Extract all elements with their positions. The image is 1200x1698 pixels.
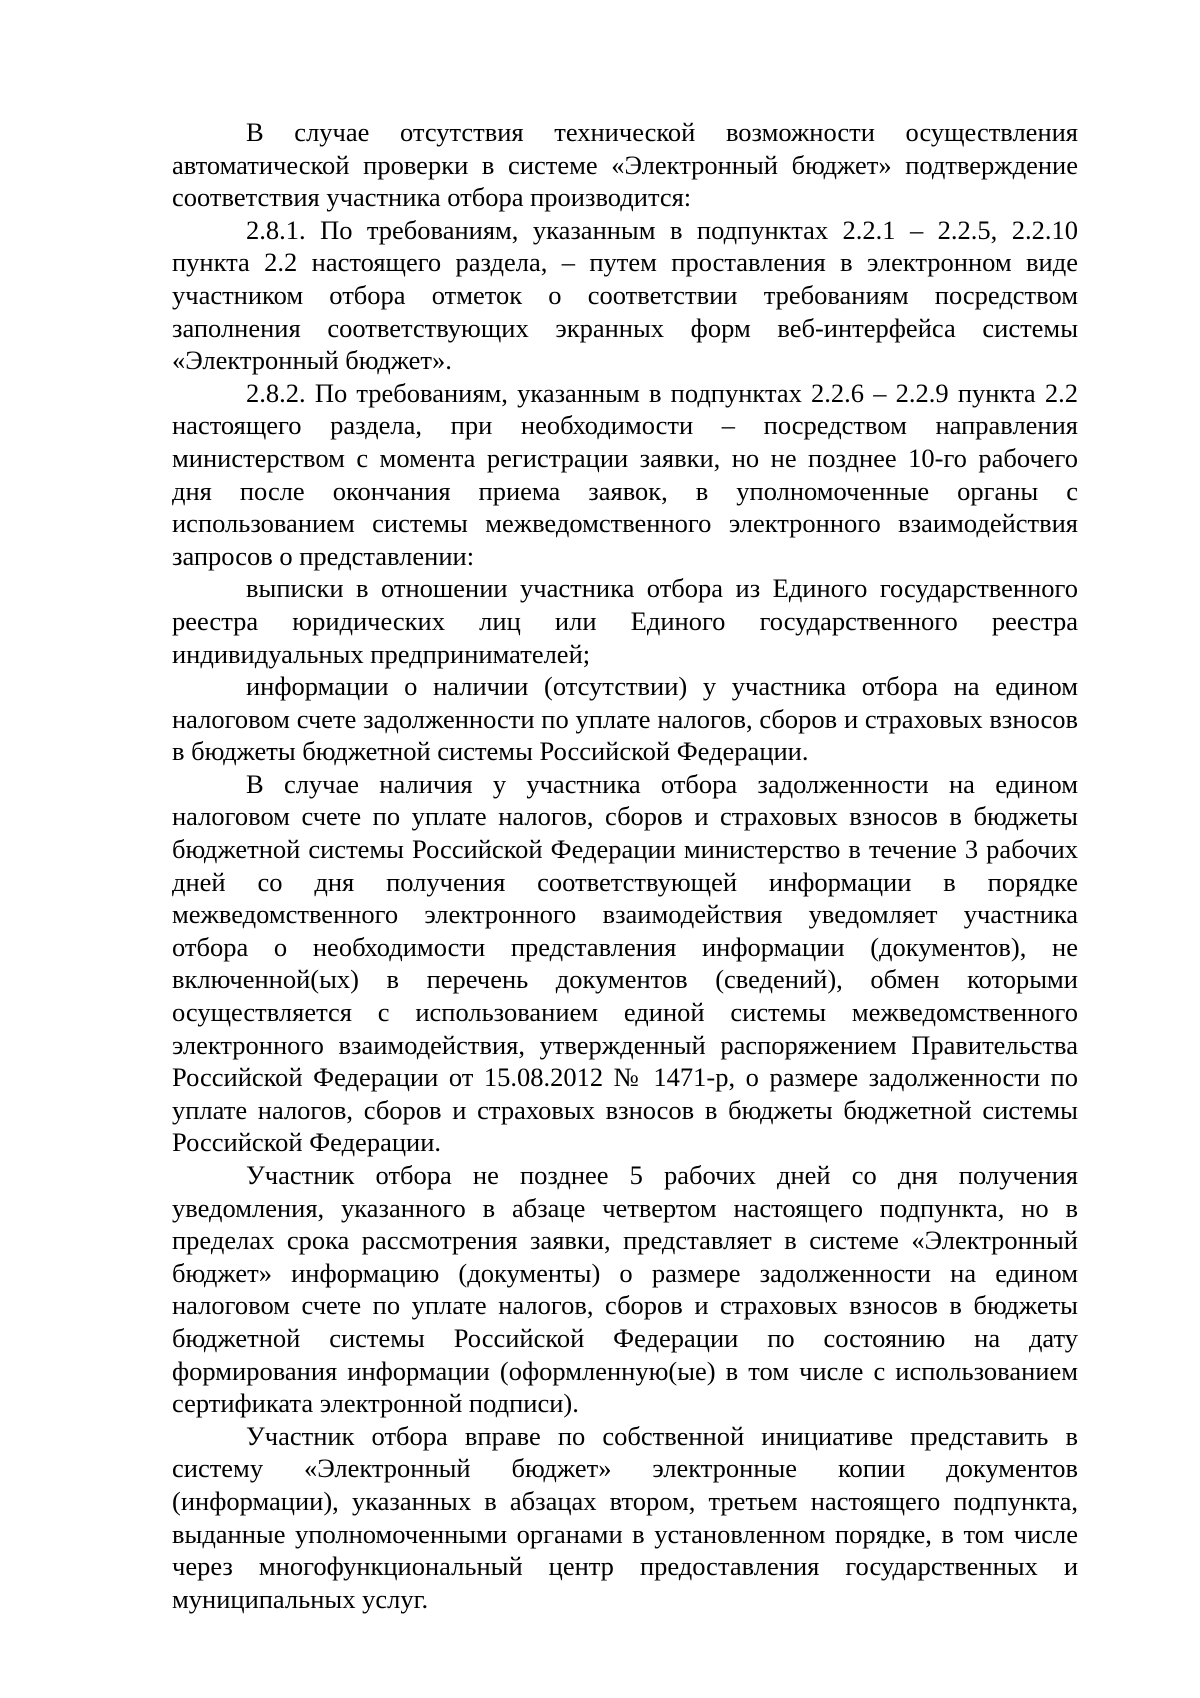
paragraph-2-8-1: 2.8.1. По требованиям, указанным в подпунктах 2.2.1 – 2.2.5, 2.2.10 пункта 2.2 настоящего раздела, – путем проставления в электронном виде участником отбора отметок о соответствии требованиям посредством заполнения соответствующих экранных форм веб-интерфейса системы «Электронный бюджет». (172, 214, 1078, 376)
document-page (172, 116, 1078, 1615)
paragraph-debt-notice: В случае наличия у участника отбора задолженности на едином налоговом счете по уплате налогов, сборов и страховых взносов в бюджеты бюджетной системы Российской Федерации министерство в течение 3 рабочих дней со дня получения соответствующей информации в порядке межведомственного электронного взаимодействия уведомляет участника отбора о необходимости представления информации (документов), не включенной(ых) в перечень документов (сведений), обмен которыми осуществляется с использованием единой системы межведомственного электронного взаимодействия, утвержденный распоряжением Правительства Российской Федерации от 15.08.2012 № 1471-р, о размере задолженности по уплате налогов, сборов и страховых взносов в бюджеты бюджетной системы Российской Федерации. (172, 768, 1078, 1158)
paragraph-tax-info: информации о наличии (отсутствии) у участника отбора на едином налоговом счете задолженности по уплате налогов, сборов и страховых взносов в бюджеты бюджетной системы Российской Федерации. (172, 671, 1078, 767)
paragraph-intro: В случае отсутствия технической возможности осуществления автоматической проверки в системе «Электронный бюджет» подтверждение соответствия участника отбора производится: (172, 117, 1078, 213)
paragraph-registry-extract: выписки в отношении участника отбора из Единого государственного реестра юридических лиц или Единого государственного реестра индивидуальных предпринимателей; (172, 573, 1078, 669)
paragraph-participant-response: Участник отбора не позднее 5 рабочих дней со дня получения уведомления, указанного в абзаце четвертом настоящего подпункта, но в пределах срока рассмотрения заявки, представляет в системе «Электронный бюджет» информацию (документы) о размере задолженности на едином налоговом счете по уплате налогов, сборов и страховых взносов в бюджеты бюджетной системы Российской Федерации по состоянию на дату формирования информации (оформленную(ые) в том числе с использованием сертификата электронной подписи). (172, 1160, 1078, 1419)
paragraph-2-8-2: 2.8.2. По требованиям, указанным в подпунктах 2.2.6 – 2.2.9 пункта 2.2 настоящего раздела, при необходимости – посредством направления министерством с момента регистрации заявки, но не позднее 10-го рабочего дня после окончания приема заявок, в уполномоченные органы с использованием системы межведомственного электронного взаимодействия запросов о представлении: (172, 377, 1078, 571)
paragraph-participant-initiative: Участник отбора вправе по собственной инициативе представить в систему «Электронный бюджет» электронные копии документов (информации), указанных в абзацах втором, третьем настоящего подпункта, выданные уполномоченными органами в установленном порядке, в том числе через многофункциональный центр предоставления государственных и муниципальных услуг. (172, 1420, 1078, 1614)
